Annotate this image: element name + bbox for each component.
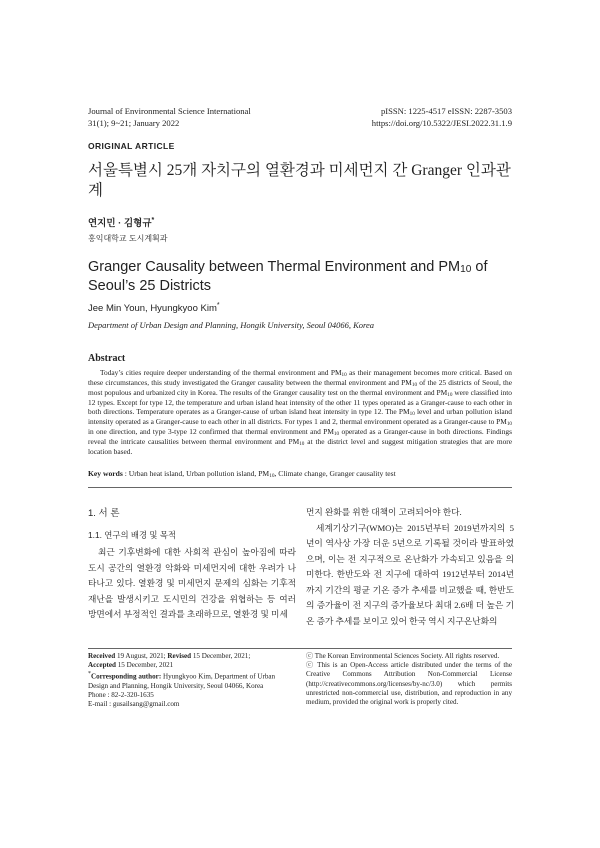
abstract-text: were classified into 12 types. Except for type 12, the temperature and urban island heat intensity of the other 11 types operated as a Granger-cause to each other in both directions. Temperature operates as a Granger-cause of urban island heat intensity in type 12. The xyxy=(88,387,513,417)
pm-subscript: 10 xyxy=(299,440,305,447)
authors-korean xyxy=(88,215,154,229)
affiliation-english: Department of Urban Design and Planning, Hongik University, Seoul 04066, Korea xyxy=(88,320,375,330)
authors-english-names: Jee Min Youn, Hyungkyoo Kim xyxy=(88,303,217,315)
license-text: ⓒ This is an Open-Access article distributed under the terms of the Creative Commons Attribution Non-Commercial License (http://creativecommons.org/licenses/by-nc/3.0) which permits unrestricted non-commercial use, distribution, and reproduction in any medium, provided the original work is properly cited. xyxy=(306,661,512,707)
abstract-text: as their management becomes more critical. Based on these circumstances, this study investigated the Granger causality between the thermal environment and xyxy=(88,368,512,387)
corresponding-mark-en: * xyxy=(216,302,220,309)
title-english-subscript: 10 xyxy=(460,264,472,275)
article-type: ORIGINAL ARTICLE xyxy=(88,141,175,151)
received-date: 19 August, 2021; xyxy=(115,652,168,660)
abstract-text: at the district level and suggest mitigation strategies that are more location based. xyxy=(88,436,513,456)
body-column-right xyxy=(306,505,514,629)
title-english-part2: of Seoul’s 25 Districts xyxy=(88,259,488,294)
section-title: 1. 서 론 xyxy=(88,508,120,519)
issn: pISSN: 1225-4517 eISSN: 2287-3503 xyxy=(380,106,512,116)
pm-term: PM xyxy=(323,427,334,437)
body-paragraph-continued: 먼지 완화를 위한 대책이 고려되어야 한다. xyxy=(306,507,462,517)
pm-subscript: 10 xyxy=(447,391,453,398)
pm-subscript: 10 xyxy=(333,431,340,438)
pm-term: PM xyxy=(398,407,410,417)
body-column-left xyxy=(88,505,296,623)
keywords xyxy=(88,469,512,478)
abstract-heading: Abstract xyxy=(88,353,126,364)
pm-term: PM xyxy=(401,377,412,387)
title-english-part1: Granger Causality between Thermal Environment and PM xyxy=(88,259,461,275)
email[interactable]: E-mail : gusailsang@gmail.com xyxy=(88,700,180,709)
authors-english xyxy=(88,302,220,314)
journal-volume: 31(1); 9~21; January 2022 xyxy=(88,117,180,128)
subsection-title: 1.1. 연구의 배경 및 목적 xyxy=(88,530,176,540)
keywords-subscript: 10 xyxy=(269,473,275,479)
body-paragraph: 최근 기후변화에 대한 사회적 관심이 높아짐에 따라 도시 공간의 열환경 악화와 미세먼지에 대한 우려가 나타나고 있다. 열환경 및 미세먼지 문제의 심화는 기후적 재난을 발생시키고 도시민의 건강을 위협하는 등 여러 방면에서 부정적인 결과를 초래하므로, 열환경 및 미세 xyxy=(88,547,296,619)
pm-subscript: 10 xyxy=(411,381,418,388)
revised-label: Revised xyxy=(167,652,192,660)
corr-label: Corresponding author: xyxy=(90,672,162,681)
pm-subscript: 10 xyxy=(341,372,347,378)
journal-name: Journal of Environmental Science International xyxy=(88,106,251,116)
keywords-label: Key words xyxy=(88,469,123,478)
phone: Phone : 82-2-320-1635 xyxy=(88,691,154,700)
abstract-text: Today’s cities require deeper understanding of the thermal environment and xyxy=(100,368,331,377)
body-paragraph: 세계기상기구(WMO)는 2015년부터 2019년까지의 5년이 역사상 가장 더운 5년으로 기록될 것이라 발표하였으며, 이는 전 지구적으로 온난화가 가속되고 있음을 의미한다. 한반도와 전 지구에 대하여 1912년부터 2014년까지 기간의 평균 기온 증가 추세를 비교했을 때, 한반도의 증가율이 전 지구의 증가율보다 최대 2.6배 더 높은 기온 증가 추세를 보이고 있어 한국 역시 지구온난화의 xyxy=(306,522,514,626)
footer-article-info xyxy=(88,652,294,710)
doi-link[interactable]: https://doi.org/10.5322/JESI.2022.31.1.9 xyxy=(371,117,512,128)
abstract-text: level and urban pollution island intensity operated as a Granger-cause to each other in all districts. For types 1 and 2, thermal environment operated as a Granger-cause to xyxy=(88,407,512,427)
pm-subscript: 10 xyxy=(409,411,415,418)
revised-date: 15 December, 2021; xyxy=(191,652,251,660)
journal-identifiers xyxy=(372,106,512,129)
accepted-label: Accepted xyxy=(88,661,116,670)
corr-detail: Hyungkyoo Kim, Department of Urban Design and Planning, Hongik University, Seoul 04066, Korea xyxy=(88,672,276,690)
footer-license xyxy=(306,652,512,707)
abstract-text: in one direction, and type 3-type 12 confirmed that thermal environment and xyxy=(88,427,324,437)
authors-korean-names: 연지민 · 김형규 xyxy=(88,218,152,229)
accepted-date: 15 December, 2021 xyxy=(115,661,174,670)
accepted xyxy=(88,661,294,670)
abstract-body xyxy=(88,368,512,457)
keywords-text: : Urban heat island, Urban pollution island, PM xyxy=(122,469,270,478)
title-korean: 서울특별시 25개 자치구의 열환경과 미세먼지 간 Granger 인과관계 xyxy=(88,162,511,199)
footer-divider xyxy=(88,648,512,649)
keywords-text: , Climate change, Granger causality test xyxy=(274,469,396,478)
received-label: Received xyxy=(88,652,116,660)
abstract-text: of the 25 districts of Seoul, the most populous and urbanized city in Korea. The results of the Granger causality test on the thermal environment and xyxy=(88,377,513,397)
title-english xyxy=(88,258,528,295)
corr-mark: * xyxy=(88,671,91,678)
divider xyxy=(88,487,512,488)
pm-term: PM xyxy=(496,417,507,427)
pm-term: PM xyxy=(436,387,448,397)
abstract-text: operated as a Granger-cause in both directions. Findings reveal the intricate causalities between thermal environment and xyxy=(88,427,512,446)
pm-term: PM xyxy=(330,368,342,377)
pm-term: PM xyxy=(288,436,300,446)
corresponding-mark: * xyxy=(151,216,155,224)
affiliation-korean: 홍익대학교 도시계획과 xyxy=(88,234,168,243)
copyright: ⓒ The Korean Environmental Sciences Society. All rights reserved. xyxy=(306,652,500,660)
pm-subscript: 10 xyxy=(506,421,512,428)
corresponding-author xyxy=(88,670,294,691)
dates xyxy=(88,652,294,661)
journal-info xyxy=(88,106,251,129)
